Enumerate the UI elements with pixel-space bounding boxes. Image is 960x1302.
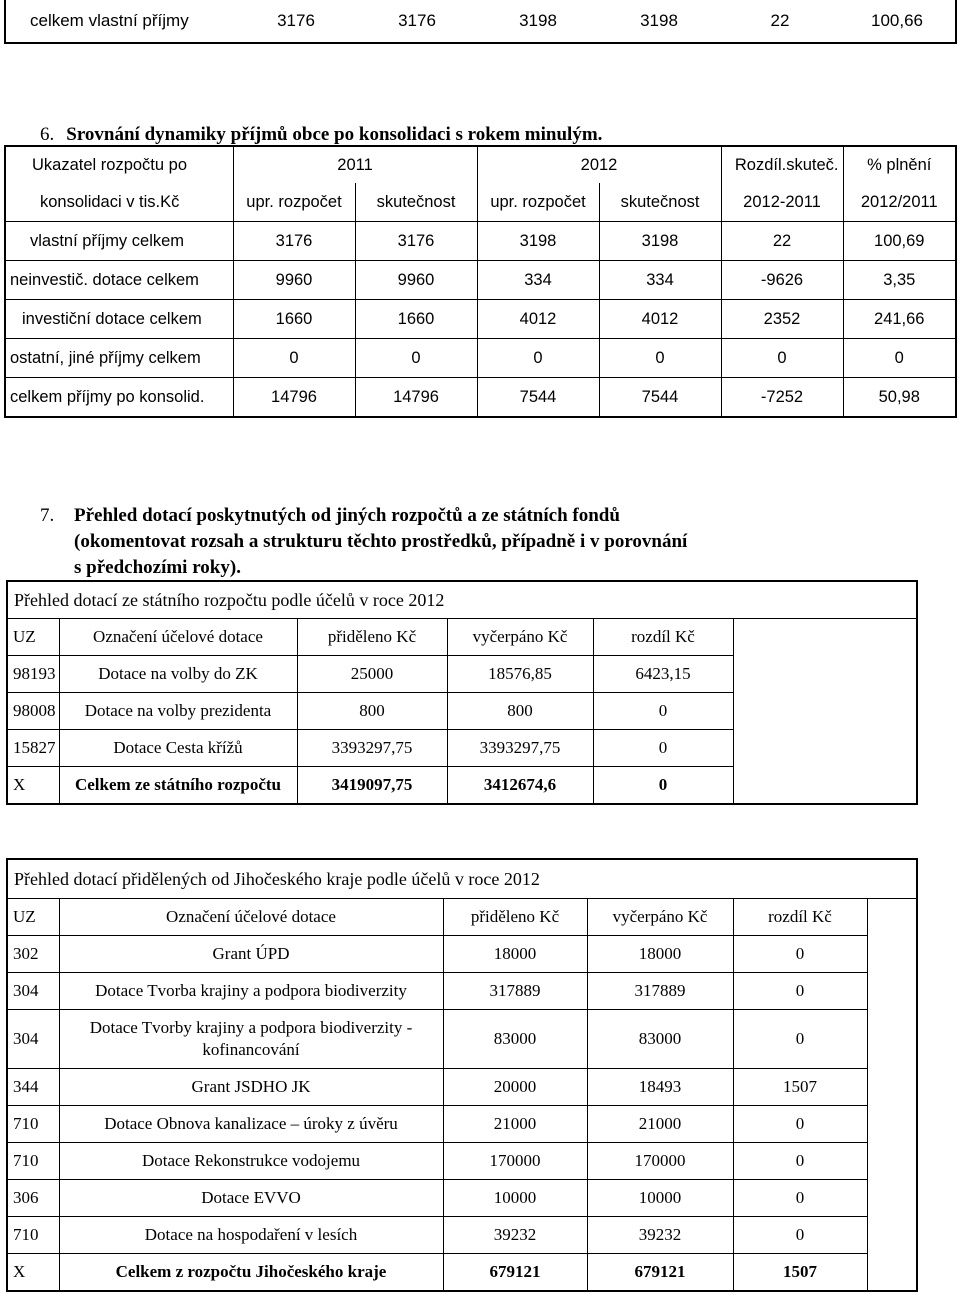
section-title-line: (okomentovat rozsah a strukturu těchto prostředků, případně i v porovnání — [74, 531, 688, 552]
header-cell: skutečnost — [355, 183, 477, 222]
state-grants-table — [6, 580, 918, 805]
header-cell: rozdíl Kč — [733, 899, 867, 936]
cell: 344 — [7, 1069, 59, 1106]
cell: 334 — [599, 261, 721, 300]
cell: 4012 — [477, 300, 599, 339]
header-cell: 2012-2011 — [721, 183, 843, 222]
cell: 1660 — [233, 300, 355, 339]
spacer-cell — [733, 619, 917, 656]
header-cell: Označení účelové dotace — [59, 619, 297, 656]
cell: 4012 — [599, 300, 721, 339]
cell: 0 — [593, 730, 733, 767]
spacer-cell — [867, 1106, 917, 1143]
table-row — [7, 1010, 917, 1069]
cell: 0 — [593, 693, 733, 730]
cell: 18576,85 — [447, 656, 593, 693]
cell: 10000 — [587, 1180, 733, 1217]
header-cell: přiděleno Kč — [443, 899, 587, 936]
table-row — [7, 656, 917, 693]
header-cell: rozdíl Kč — [593, 619, 733, 656]
cell: 1660 — [355, 300, 477, 339]
table-row — [7, 936, 917, 973]
table-header-row — [5, 146, 956, 183]
cell: 15827 — [7, 730, 59, 767]
cell: 710 — [7, 1217, 59, 1254]
spacer-cell — [733, 767, 917, 805]
top-summary-table — [4, 0, 957, 44]
cell: 98008 — [7, 693, 59, 730]
table-total-row — [7, 767, 917, 805]
table-row — [7, 1069, 917, 1106]
spacer-cell — [867, 1143, 917, 1180]
cell: 3198 — [477, 222, 599, 261]
row-label: vlastní příjmy celkem — [5, 222, 233, 261]
header-cell: 2012/2011 — [843, 183, 956, 222]
table-header-row — [7, 619, 917, 656]
row-label: Dotace Tvorby krajiny a podpora biodiverzity - kofinancování — [59, 1010, 443, 1069]
cell: 20000 — [443, 1069, 587, 1106]
cell: 98193 — [7, 656, 59, 693]
kraj-grants-body — [7, 859, 917, 1291]
header-cell: UZ — [7, 619, 59, 656]
spacer-cell — [867, 1069, 917, 1106]
table-caption-row — [7, 581, 917, 619]
cell: 14796 — [233, 378, 355, 418]
total-cell: 3412674,6 — [447, 767, 593, 805]
cell: 3176 — [355, 222, 477, 261]
cell: 800 — [297, 693, 447, 730]
header-cell: vyčerpáno Kč — [587, 899, 733, 936]
cell: 0 — [733, 973, 867, 1010]
header-cell: 2012 — [477, 146, 721, 183]
row-label: Grant ÚPD — [59, 936, 443, 973]
state-grants-body — [7, 581, 917, 804]
total-cell: 3419097,75 — [297, 767, 447, 805]
header-cell: skutečnost — [599, 183, 721, 222]
cell: 2352 — [721, 300, 843, 339]
header-cell: upr. rozpočet — [233, 183, 355, 222]
header-cell: upr. rozpočet — [477, 183, 599, 222]
cell: -7252 — [721, 378, 843, 418]
cell: 317889 — [443, 973, 587, 1010]
spacer-cell — [867, 1180, 917, 1217]
dynamics-body — [5, 222, 956, 418]
row-label: celkem vlastní příjmy — [30, 11, 189, 30]
cell: 304 — [7, 1010, 59, 1069]
cell: 317889 — [587, 973, 733, 1010]
cell: 0 — [477, 339, 599, 378]
table-header-row — [5, 183, 956, 222]
table-row — [7, 1217, 917, 1254]
cell: 306 — [7, 1180, 59, 1217]
spacer-cell — [867, 973, 917, 1010]
row-label: Dotace Cesta křížů — [59, 730, 297, 767]
total-cell: X — [7, 767, 59, 805]
section-7-heading — [40, 503, 687, 581]
cell: 18000 — [443, 936, 587, 973]
row-label: Dotace Tvorba krajiny a podpora biodiverzity — [59, 973, 443, 1010]
cell: 0 — [733, 1217, 867, 1254]
row-label: investiční dotace celkem — [5, 300, 233, 339]
table-row — [5, 261, 956, 300]
cell: 0 — [843, 339, 956, 378]
cell: 14796 — [355, 378, 477, 418]
spacer-cell — [867, 1217, 917, 1254]
row-label: Dotace Obnova kanalizace – úroky z úvěru — [59, 1106, 443, 1143]
spacer-cell — [867, 936, 917, 973]
spacer-cell — [733, 693, 917, 730]
cell: 25000 — [297, 656, 447, 693]
header-cell: přiděleno Kč — [297, 619, 447, 656]
table-row — [7, 973, 917, 1010]
cell: 1507 — [733, 1069, 867, 1106]
spacer-cell — [733, 730, 917, 767]
table-row — [7, 730, 917, 767]
table-row — [7, 1180, 917, 1217]
header-cell: vyčerpáno Kč — [447, 619, 593, 656]
table-row — [7, 1106, 917, 1143]
table-caption: Přehled dotací ze státního rozpočtu podle účelů v roce 2012 — [7, 581, 917, 619]
cell: 3393297,75 — [447, 730, 593, 767]
cell: 302 — [7, 936, 59, 973]
row-label: Grant JSDHO JK — [59, 1069, 443, 1106]
spacer-cell — [867, 1254, 917, 1292]
row-label: Dotace Rekonstrukce vodojemu — [59, 1143, 443, 1180]
cell: 800 — [447, 693, 593, 730]
cell: 3393297,75 — [297, 730, 447, 767]
table-total-row — [7, 1254, 917, 1292]
row-label: Dotace na hospodaření v lesích — [59, 1217, 443, 1254]
cell: 3198 — [599, 222, 721, 261]
section-number: 7. — [40, 505, 55, 526]
section-title-line: s předchozími roky). — [74, 557, 241, 578]
cell: 22 — [770, 11, 790, 30]
cell: 710 — [7, 1143, 59, 1180]
header-cell: 2011 — [233, 146, 477, 183]
section-6-heading — [40, 124, 602, 146]
header-cell: konsolidaci v tis.Kč — [5, 183, 233, 222]
cell: -9626 — [721, 261, 843, 300]
table-row — [5, 300, 956, 339]
row-label: celkem příjmy po konsolid. — [5, 378, 233, 418]
cell: 50,98 — [843, 378, 956, 418]
table-row — [5, 378, 956, 418]
cell: 3,35 — [843, 261, 956, 300]
cell: 18493 — [587, 1069, 733, 1106]
kraj-grants-table — [6, 858, 918, 1292]
cell: 22 — [721, 222, 843, 261]
section-number: 6. — [40, 124, 55, 145]
row-label: Dotace na volby prezidenta — [59, 693, 297, 730]
total-cell: 1507 — [733, 1254, 867, 1292]
section-title: Srovnání dynamiky příjmů obce po konsolidaci s rokem minulým. — [66, 124, 603, 145]
cell: 9960 — [233, 261, 355, 300]
cell: 18000 — [587, 936, 733, 973]
total-cell: 679121 — [587, 1254, 733, 1292]
cell: 7544 — [599, 378, 721, 418]
cell: 21000 — [443, 1106, 587, 1143]
table-row — [7, 693, 917, 730]
cell: 83000 — [587, 1010, 733, 1069]
dynamics-table — [4, 145, 957, 418]
cell: 0 — [733, 1143, 867, 1180]
cell: 710 — [7, 1106, 59, 1143]
cell: 0 — [233, 339, 355, 378]
total-cell: 679121 — [443, 1254, 587, 1292]
row-label: Dotace EVVO — [59, 1180, 443, 1217]
spacer-cell — [867, 1010, 917, 1069]
table-row — [7, 1143, 917, 1180]
cell: 0 — [733, 1010, 867, 1069]
cell: 6423,15 — [593, 656, 733, 693]
table-caption: Přehled dotací přidělených od Jihočeského kraje podle účelů v roce 2012 — [7, 859, 917, 899]
row-label: ostatní, jiné příjmy celkem — [5, 339, 233, 378]
cell: 3176 — [398, 11, 436, 30]
section-title-line: Přehled dotací poskytnutých od jiných rozpočtů a ze státních fondů — [74, 505, 620, 526]
cell: 100,69 — [843, 222, 956, 261]
cell: 304 — [7, 973, 59, 1010]
header-cell: Označení účelové dotace — [59, 899, 443, 936]
cell: 0 — [733, 936, 867, 973]
cell: 83000 — [443, 1010, 587, 1069]
row-label: Dotace na volby do ZK — [59, 656, 297, 693]
row-label: neinvestič. dotace celkem — [5, 261, 233, 300]
cell: 0 — [733, 1106, 867, 1143]
table-caption-row — [7, 859, 917, 899]
cell: 9960 — [355, 261, 477, 300]
total-cell: 0 — [593, 767, 733, 805]
cell: 3176 — [277, 11, 315, 30]
table-row — [5, 339, 956, 378]
header-cell: % plnění — [843, 146, 956, 183]
table-header-row — [7, 899, 917, 936]
cell: 39232 — [587, 1217, 733, 1254]
spacer-cell — [867, 899, 917, 936]
total-cell: X — [7, 1254, 59, 1292]
cell: 241,66 — [843, 300, 956, 339]
cell: 21000 — [587, 1106, 733, 1143]
cell: 3198 — [640, 11, 678, 30]
cell: 0 — [599, 339, 721, 378]
cell: 0 — [721, 339, 843, 378]
cell: 10000 — [443, 1180, 587, 1217]
table-row — [5, 0, 956, 43]
header-cell: Ukazatel rozpočtu po — [5, 146, 233, 183]
spacer-cell — [733, 656, 917, 693]
header-cell: UZ — [7, 899, 59, 936]
cell: 100,66 — [871, 11, 923, 30]
cell: 3176 — [233, 222, 355, 261]
cell: 0 — [733, 1180, 867, 1217]
total-label: Celkem ze státního rozpočtu — [59, 767, 297, 805]
cell: 334 — [477, 261, 599, 300]
cell: 3198 — [519, 11, 557, 30]
cell: 0 — [355, 339, 477, 378]
cell: 170000 — [443, 1143, 587, 1180]
cell: 7544 — [477, 378, 599, 418]
cell: 170000 — [587, 1143, 733, 1180]
cell: 39232 — [443, 1217, 587, 1254]
header-cell: Rozdíl.skuteč. — [721, 146, 843, 183]
total-label: Celkem z rozpočtu Jihočeského kraje — [59, 1254, 443, 1292]
table-row — [5, 222, 956, 261]
